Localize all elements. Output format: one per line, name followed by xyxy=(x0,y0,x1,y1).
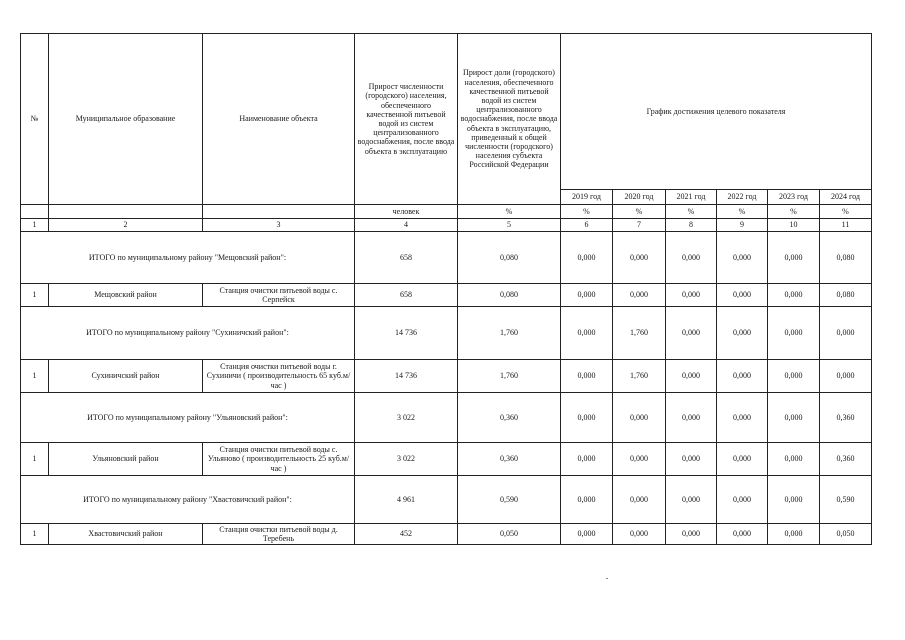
year-value: 0,050 xyxy=(820,524,872,545)
year-value: 0,000 xyxy=(561,284,613,307)
itogo-people: 658 xyxy=(355,232,458,284)
column-number: 3 xyxy=(203,219,355,232)
itogo-people: 14 736 xyxy=(355,307,458,360)
year-value: 0,000 xyxy=(717,360,768,393)
municipality-name: Ульяновский район xyxy=(49,443,203,476)
object-name: Станция очистки питьевой воды г. Сухиничи ( производительность 65 куб.м/час ) xyxy=(203,360,355,393)
year-value: 0,000 xyxy=(561,524,613,545)
table-row xyxy=(21,284,872,307)
header-population-growth: Прирост численности (городского) населения, обеспеченного качественной питьевой водой из систем централизованного водоснабжения, после ввода объекта в эксплуатацию xyxy=(355,34,458,205)
itogo-year-value: 0,000 xyxy=(561,393,613,443)
header-municipality: Муниципальное образование xyxy=(49,34,203,205)
people-value: 3 022 xyxy=(355,443,458,476)
year-value: 0,000 xyxy=(613,443,666,476)
year-value: 0,000 xyxy=(666,443,717,476)
itogo-row xyxy=(21,393,872,443)
itogo-year-value: 0,080 xyxy=(820,232,872,284)
itogo-year-value: 0,000 xyxy=(561,307,613,360)
itogo-people: 3 022 xyxy=(355,393,458,443)
itogo-year-value: 0,000 xyxy=(666,232,717,284)
column-number: 11 xyxy=(820,219,872,232)
row-number: 1 xyxy=(21,360,49,393)
itogo-label: ИТОГО по муниципальному району "Хвастовичский район": xyxy=(21,476,355,524)
itogo-year-value: 0,000 xyxy=(561,476,613,524)
itogo-share: 0,590 xyxy=(458,476,561,524)
itogo-year-value: 1,760 xyxy=(613,307,666,360)
itogo-people: 4 961 xyxy=(355,476,458,524)
year-value: 0,000 xyxy=(768,443,820,476)
year-2021: 2021 год xyxy=(666,190,717,205)
column-number: 9 xyxy=(717,219,768,232)
itogo-year-value: 0,000 xyxy=(613,476,666,524)
municipality-name: Хвастовичский район xyxy=(49,524,203,545)
itogo-year-value: 0,000 xyxy=(613,393,666,443)
column-number: 8 xyxy=(666,219,717,232)
people-value: 452 xyxy=(355,524,458,545)
unit-percent: % xyxy=(458,205,561,219)
itogo-row xyxy=(21,307,872,360)
unit-percent: % xyxy=(768,205,820,219)
share-value: 0,080 xyxy=(458,284,561,307)
itogo-year-value: 0,000 xyxy=(820,307,872,360)
unit-people: человек xyxy=(355,205,458,219)
itogo-share: 1,760 xyxy=(458,307,561,360)
itogo-year-value: 0,000 xyxy=(717,307,768,360)
year-value: 0,000 xyxy=(666,284,717,307)
year-2023: 2023 год xyxy=(768,190,820,205)
year-value: 1,760 xyxy=(613,360,666,393)
itogo-year-value: 0,000 xyxy=(717,476,768,524)
itogo-year-value: 0,000 xyxy=(666,393,717,443)
itogo-label: ИТОГО по муниципальному району "Мещовский район": xyxy=(21,232,355,284)
year-value: 0,000 xyxy=(717,443,768,476)
year-value: 0,000 xyxy=(717,524,768,545)
year-value: 0,000 xyxy=(768,284,820,307)
unit-percent: % xyxy=(561,205,613,219)
itogo-year-value: 0,000 xyxy=(768,232,820,284)
unit-percent: % xyxy=(613,205,666,219)
municipality-name: Мещовский район xyxy=(49,284,203,307)
column-number: 7 xyxy=(613,219,666,232)
year-value: 0,000 xyxy=(613,284,666,307)
year-value: 0,000 xyxy=(717,284,768,307)
year-value: 0,000 xyxy=(768,360,820,393)
year-value: 0,000 xyxy=(613,524,666,545)
year-2019: 2019 год xyxy=(561,190,613,205)
year-value: 0,000 xyxy=(666,360,717,393)
column-number: 6 xyxy=(561,219,613,232)
share-value: 0,050 xyxy=(458,524,561,545)
itogo-year-value: 0,000 xyxy=(768,476,820,524)
share-value: 1,760 xyxy=(458,360,561,393)
itogo-year-value: 0,000 xyxy=(666,476,717,524)
itogo-year-value: 0,000 xyxy=(768,307,820,360)
itogo-year-value: 0,590 xyxy=(820,476,872,524)
itogo-year-value: 0,360 xyxy=(820,393,872,443)
column-number: 5 xyxy=(458,219,561,232)
target-indicator-table xyxy=(20,33,872,545)
year-2022: 2022 год xyxy=(717,190,768,205)
row-number: 1 xyxy=(21,284,49,307)
year-value: 0,000 xyxy=(561,443,613,476)
itogo-year-value: 0,000 xyxy=(666,307,717,360)
itogo-label: ИТОГО по муниципальному району "Ульяновский район": xyxy=(21,393,355,443)
header-schedule: График достижения целевого показателя xyxy=(561,34,872,190)
people-value: 658 xyxy=(355,284,458,307)
table-row xyxy=(21,524,872,545)
itogo-label: ИТОГО по муниципальному району "Сухиничский район": xyxy=(21,307,355,360)
year-2024: 2024 год xyxy=(820,190,872,205)
unit-percent: % xyxy=(717,205,768,219)
column-number: 1 xyxy=(21,219,49,232)
row-number: 1 xyxy=(21,443,49,476)
year-2020: 2020 год xyxy=(613,190,666,205)
column-number: 10 xyxy=(768,219,820,232)
object-name: Станция очистки питьевой воды с. Серпейск xyxy=(203,284,355,307)
header-object: Наименование объекта xyxy=(203,34,355,205)
itogo-share: 0,360 xyxy=(458,393,561,443)
header-share-growth: Прирост доли (городского) населения, обеспеченного качественной питьевой водой из систем централизованного водоснабжения, после ввода объекта в эксплуатацию, приведенный к общей численности (городского) населения субъекта Российской Федерации xyxy=(458,34,561,205)
year-value: 0,000 xyxy=(768,524,820,545)
year-value: 0,000 xyxy=(820,360,872,393)
object-name: Станция очистки питьевой воды с. Ульяново ( производительность 25 куб.м/час ) xyxy=(203,443,355,476)
municipality-name: Сухиничский район xyxy=(49,360,203,393)
itogo-year-value: 0,000 xyxy=(768,393,820,443)
unit-percent: % xyxy=(666,205,717,219)
itogo-row xyxy=(21,232,872,284)
itogo-year-value: 0,000 xyxy=(613,232,666,284)
unit-percent: % xyxy=(820,205,872,219)
year-value: 0,000 xyxy=(666,524,717,545)
itogo-share: 0,080 xyxy=(458,232,561,284)
table-row xyxy=(21,360,872,393)
itogo-year-value: 0,000 xyxy=(561,232,613,284)
row-number: 1 xyxy=(21,524,49,545)
column-number: 2 xyxy=(49,219,203,232)
table-row xyxy=(21,443,872,476)
share-value: 0,360 xyxy=(458,443,561,476)
object-name: Станция очистки питьевой воды д. Теребень xyxy=(203,524,355,545)
itogo-row xyxy=(21,476,872,524)
itogo-year-value: 0,000 xyxy=(717,232,768,284)
year-value: 0,080 xyxy=(820,284,872,307)
year-value: 0,000 xyxy=(561,360,613,393)
year-value: 0,360 xyxy=(820,443,872,476)
itogo-year-value: 0,000 xyxy=(717,393,768,443)
scan-speck xyxy=(606,578,608,579)
header-no: № xyxy=(21,34,49,205)
people-value: 14 736 xyxy=(355,360,458,393)
column-number: 4 xyxy=(355,219,458,232)
